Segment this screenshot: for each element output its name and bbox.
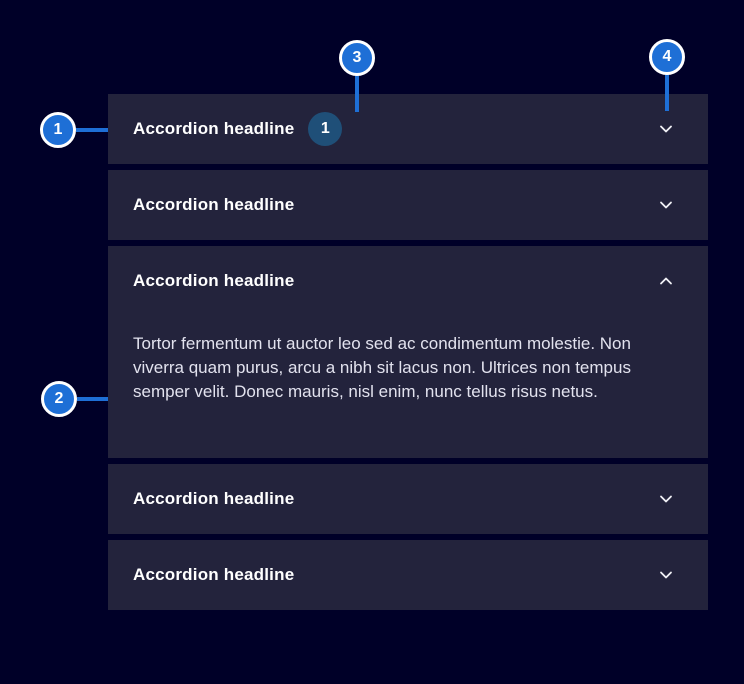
annotation-connector-2	[77, 397, 108, 401]
accordion-headline: Accordion headline	[133, 271, 295, 290]
annotation-marker-4: 4	[649, 39, 685, 75]
annotation-connector-3	[355, 74, 359, 112]
chevron-down-icon	[657, 490, 675, 508]
annotation-marker-1: 1	[40, 112, 76, 148]
chevron-down-icon	[657, 566, 675, 584]
chevron-down-icon	[657, 120, 675, 138]
accordion-item	[108, 464, 708, 534]
accordion-item-expanded	[108, 246, 708, 458]
annotation-marker-2: 2	[41, 381, 77, 417]
chevron-up-icon	[657, 272, 675, 290]
accordion-header[interactable]	[108, 464, 708, 534]
annotation-connector-4	[665, 73, 669, 111]
count-badge: 1	[308, 112, 342, 146]
annotation-connector-1	[76, 128, 108, 132]
chevron-down-icon	[657, 196, 675, 214]
accordion-item	[108, 94, 708, 164]
accordion-headline: Accordion headline	[133, 565, 295, 584]
accordion	[108, 94, 708, 610]
accordion-headline: Accordion headline	[133, 195, 295, 214]
accordion-headline: Accordion headline	[133, 489, 295, 508]
accordion-body: Tortor fermentum ut auctor leo sed ac condimentum molestie. Non viverra quam purus, arcu a nibh sit lacus non. Ultrices non tempus semper velit. Donec mauris, nisl enim, nunc tellus risus netus.	[133, 334, 631, 401]
accordion-headline: Accordion headline	[133, 119, 295, 138]
accordion-header[interactable]	[108, 246, 708, 316]
accordion-header[interactable]	[108, 170, 708, 240]
annotation-marker-3: 3	[339, 40, 375, 76]
accordion-item	[108, 170, 708, 240]
accordion-header[interactable]	[108, 540, 708, 610]
accordion-item	[108, 540, 708, 610]
accordion-header[interactable]	[108, 94, 708, 164]
